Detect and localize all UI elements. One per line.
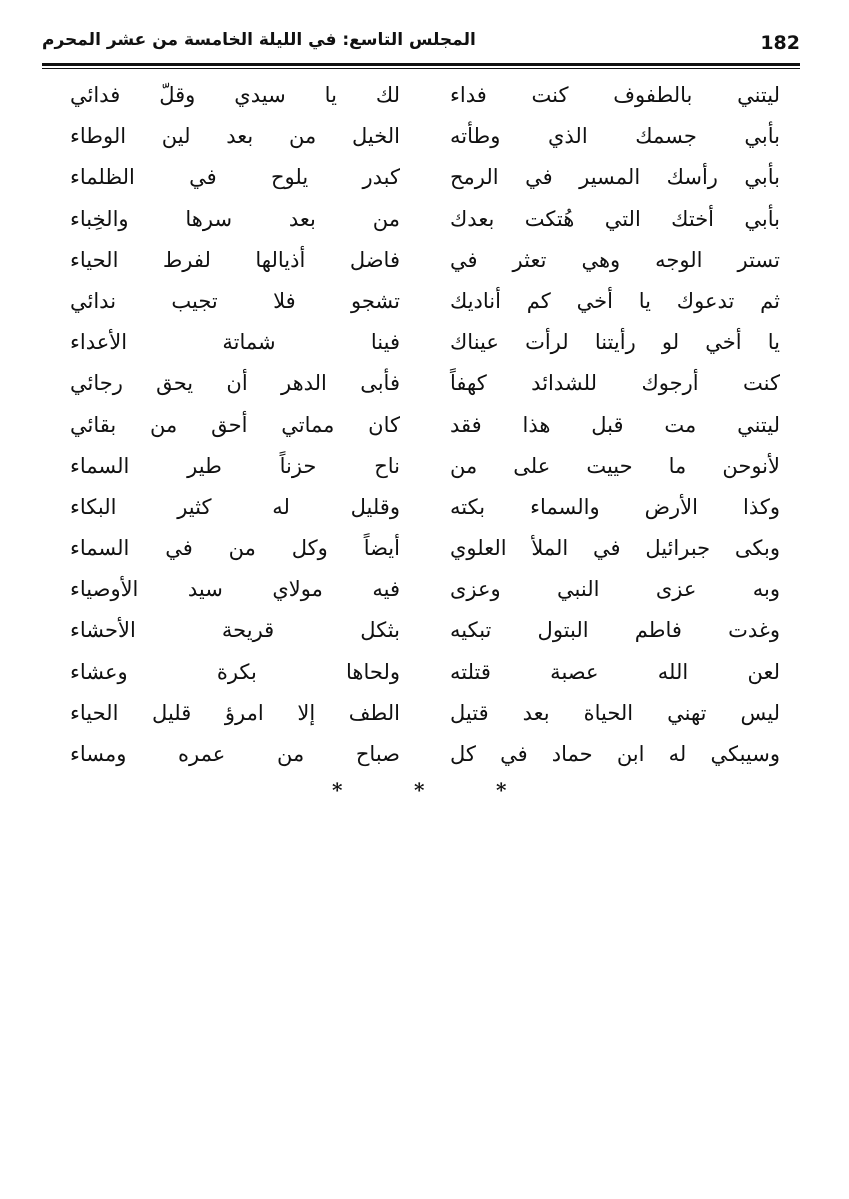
first-hemistich: ليتني بالطفوف كنت فداء	[450, 83, 780, 107]
first-hemistich: وبه عزى النبي وعزى	[450, 577, 780, 602]
header-rule-thin	[42, 68, 800, 69]
verse	[70, 117, 780, 158]
verse	[70, 529, 780, 570]
first-hemistich: لأنوحن ما حييت على من	[450, 453, 780, 478]
first-hemistich: كنت أرجوك للشدائد كهفاً	[450, 371, 780, 396]
second-hemistich: الطف إلا امرؤ قليل الحياء	[70, 700, 400, 725]
verse	[70, 694, 780, 735]
second-hemistich: صباح من عمره ومساء	[70, 742, 400, 766]
verse	[70, 611, 780, 652]
first-hemistich: ليس تهني الحياة بعد قتيل	[450, 700, 780, 725]
verse	[70, 323, 780, 364]
verse	[70, 158, 780, 199]
first-hemistich: وكذا الأرض والسماء بكته	[450, 494, 780, 519]
verse	[70, 735, 780, 776]
first-hemistich: ليتني مت قبل هذا فقد	[450, 412, 780, 437]
asterisk-icon: *	[496, 778, 507, 802]
second-hemistich: فيه مولاي سيد الأوصياء	[70, 577, 400, 602]
verse	[70, 447, 780, 488]
first-hemistich: وبكى جبرائيل في الملأ العلوي	[450, 536, 780, 561]
second-hemistich: الخيل من بعد لين الوطاء	[70, 124, 400, 149]
verse	[70, 406, 780, 447]
first-hemistich: ثم تدعوك يا أخي كم أناديك	[450, 288, 780, 313]
first-hemistich: وغدت فاطم البتول تبكيه	[450, 618, 780, 643]
second-hemistich: من بعد سرها والخِباء	[70, 206, 400, 231]
second-hemistich: فأبى الدهر أن يحق رجائي	[70, 371, 400, 396]
second-hemistich: ناح حزناً طير السماء	[70, 453, 400, 478]
first-hemistich: وسيبكي له ابن حماد في كل	[450, 742, 780, 766]
first-hemistich: لعن الله عصبة قتلته	[450, 659, 780, 684]
second-hemistich: لك يا سيدي وقلّ فدائي	[70, 83, 400, 107]
verse	[70, 364, 780, 405]
second-hemistich: فاضل أذيالها لفرط الحياء	[70, 247, 400, 272]
first-hemistich: بأبي أختك التي هُتكت بعدك	[450, 206, 780, 231]
first-hemistich: تستر الوجه وهي تعثر في	[450, 247, 780, 272]
first-hemistich: يا أخي لو رأيتنا لرأت عيناك	[450, 330, 780, 355]
second-hemistich: أيضاً وكل من في السماء	[70, 536, 400, 561]
first-hemistich: بأبي جسمك الذي وطأته	[450, 124, 780, 149]
header-rule-thick	[42, 63, 800, 66]
second-hemistich: وقليل له كثير البكاء	[70, 494, 400, 519]
verse	[70, 653, 780, 694]
verse	[70, 76, 780, 117]
verse	[70, 282, 780, 323]
second-hemistich: فينا شماتة الأعداء	[70, 330, 400, 355]
verse	[70, 570, 780, 611]
page-number: 182	[760, 32, 800, 54]
first-hemistich: بأبي رأسك المسير في الرمح	[450, 165, 780, 190]
poem	[70, 76, 780, 776]
running-title: المجلس التاسع: في الليلة الخامسة من عشر المحرم	[42, 30, 476, 50]
page-header	[42, 30, 800, 62]
verse	[70, 241, 780, 282]
section-ornament	[0, 778, 849, 808]
asterisk-icon: *	[414, 778, 425, 802]
second-hemistich: تشجو فلا تجيب ندائي	[70, 288, 400, 313]
second-hemistich: كان مماتي أحق من بقائي	[70, 412, 400, 437]
verse	[70, 200, 780, 241]
second-hemistich: كبدر يلوح في الظلماء	[70, 165, 400, 190]
second-hemistich: ولحاها بكرة وعشاء	[70, 659, 400, 684]
second-hemistich: بثكل قريحة الأحشاء	[70, 618, 400, 643]
verse	[70, 488, 780, 529]
asterisk-icon: *	[332, 778, 343, 802]
